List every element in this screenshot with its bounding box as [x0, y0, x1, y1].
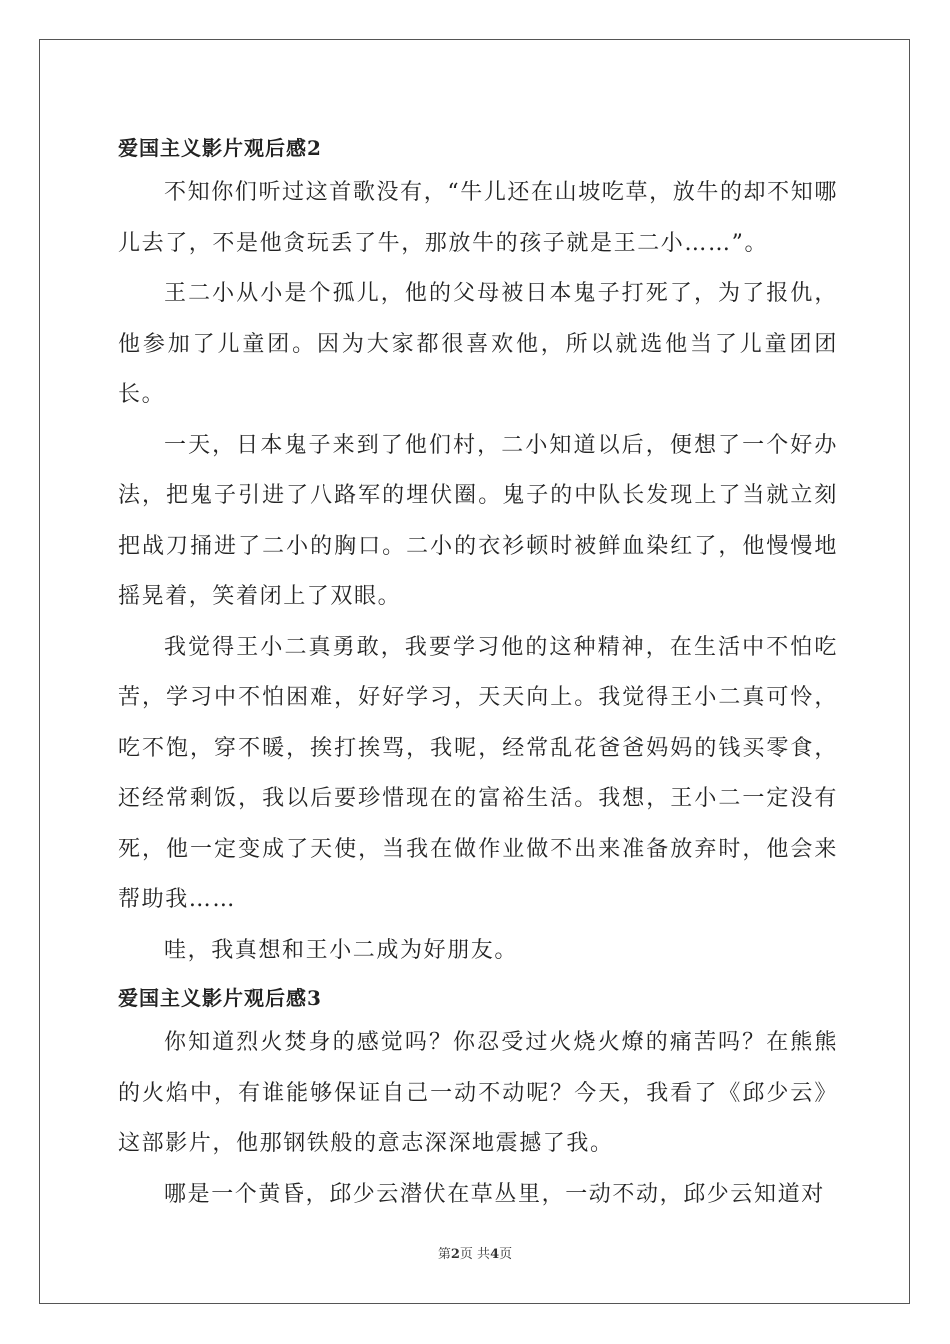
footer-suffix: 页	[499, 1247, 513, 1262]
section-title: 爱国主义影片观后感2	[118, 136, 322, 160]
current-page-number: 2	[450, 1247, 460, 1262]
paragraph: 哇，我真想和王小二成为好朋友。	[164, 937, 519, 963]
paragraph: 我觉得王小二真勇敢，我要学习他的这种精神，在生活中不怕吃苦，学习中不怕困难，好好学习，天天向上。我觉得王小二真可怜，吃不饱，穿不暖，挨打挨骂，我呢，经常乱花爸爸妈妈的钱买零食，还经常剩饭，我以后要珍惜现在的富裕生活。我想，王小二一定没有死，他一定变成了天使，当我在做作业做不出来准备放弃时，他会来帮助我……	[118, 634, 838, 912]
document-body	[118, 128, 838, 1220]
paragraph: 一天，日本鬼子来到了他们村，二小知道以后，便想了一个好办法，把鬼子引进了八路军的埋伏圈。鬼子的中队长发现上了当就立刻把战刀捅进了二小的胸口。二小的衣衫顿时被鲜血染红了，他慢慢地摇晃着，笑着闭上了双眼。	[118, 432, 838, 609]
paragraph: 不知你们听过这首歌没有，“牛儿还在山坡吃草，放牛的却不知哪儿去了，不是他贪玩丢了牛，那放牛的孩子就是王二小……”。	[118, 180, 838, 256]
footer-prefix: 第	[437, 1247, 451, 1262]
paragraph: 你知道烈火焚身的感觉吗？你忍受过火烧火燎的痛苦吗？在熊熊的火焰中，有谁能够保证自己一动不动呢？今天，我看了《邱少云》这部影片，他那钢铁般的意志深深地震撼了我。	[118, 1030, 838, 1156]
footer-middle: 页 共	[459, 1247, 491, 1262]
page-footer	[0, 1246, 950, 1264]
paragraph: 哪是一个黄昏，邱少云潜伏在草丛里，一动不动，邱少云知道对	[164, 1181, 825, 1207]
section-title: 爱国主义影片观后感3	[118, 986, 322, 1010]
paragraph: 王二小从小是个孤儿，他的父母被日本鬼子打死了，为了报仇，他参加了儿童团。因为大家都很喜欢他，所以就选他当了儿童团团长。	[118, 281, 838, 407]
total-page-number: 4	[490, 1247, 500, 1262]
